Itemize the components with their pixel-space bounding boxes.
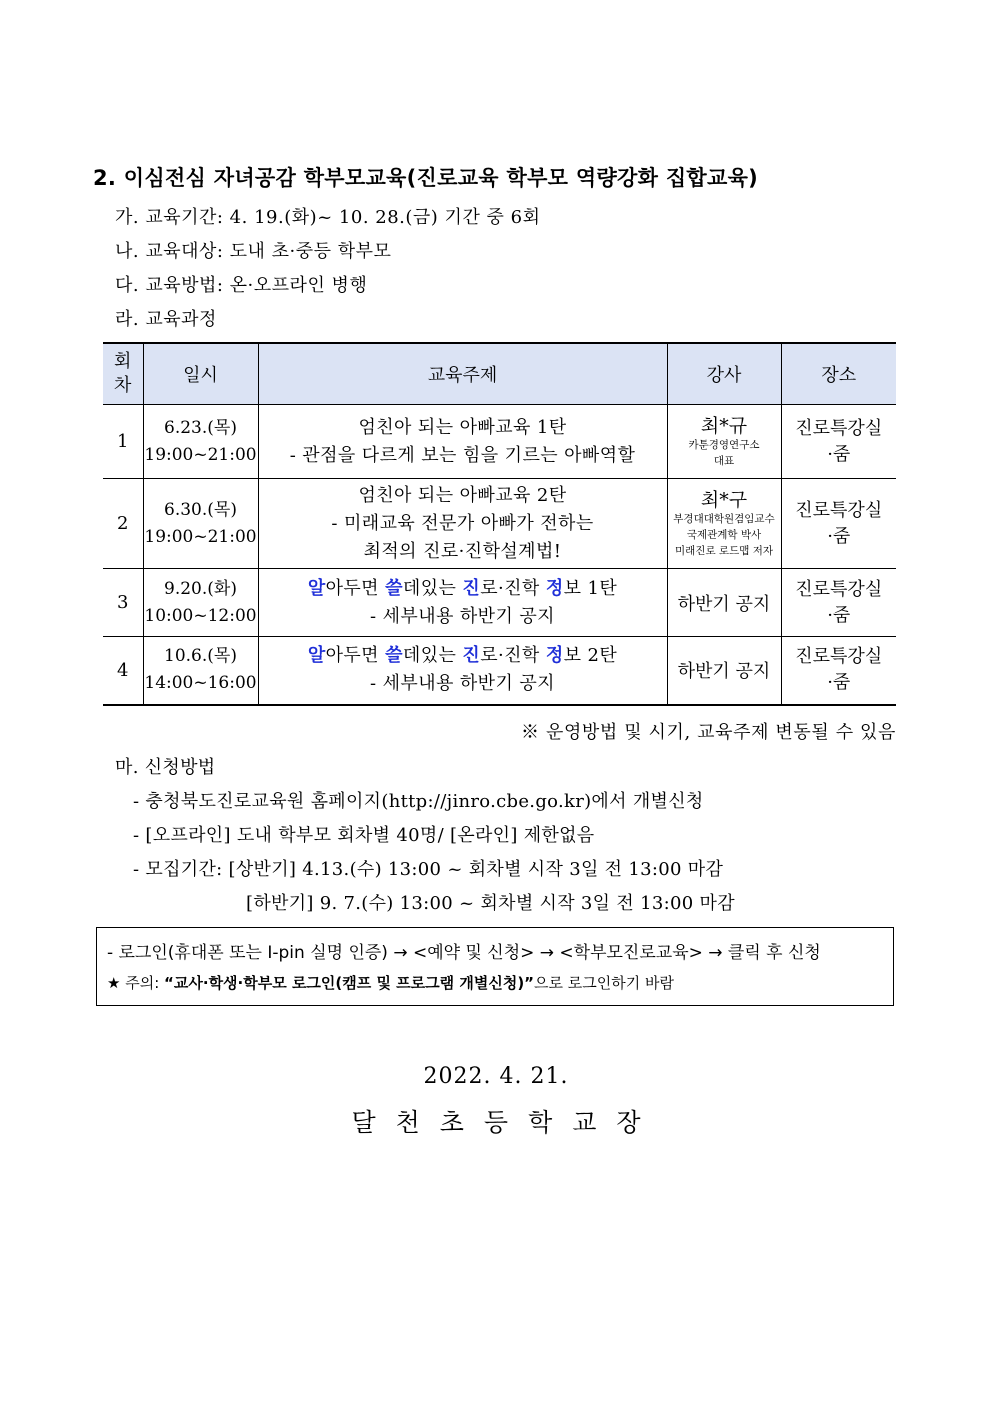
session-place: 진로특강실 ·줌 [781, 569, 896, 637]
header-instructor: 강사 [667, 343, 781, 405]
schedule-table [103, 342, 896, 706]
session-topic: 엄친아 되는 아빠교육 2탄 - 미래교육 전문가 아빠가 전하는 최적의 진로·진학설계법! [258, 479, 667, 569]
round-number: 3 [103, 569, 143, 637]
session-date: 6.23.(목) 19:00~21:00 [143, 405, 258, 479]
session-instructor: 최*구 부경대대학원겸임교수 국제관계학 박사 미래진로 로드맵 저자 [667, 479, 781, 569]
apply-homepage: - 충청북도진로교육원 홈페이지(http://jinro.cbe.go.kr)에서 개별신청 [133, 791, 704, 812]
info-curriculum: 라. 교육과정 [115, 309, 217, 330]
session-date: 10.6.(목) 14:00~16:00 [143, 637, 258, 705]
login-caution: ★ 주의: “교사·학생·학부모 로그인(캠프 및 프로그램 개별신청)”으로 로그인하기 바람 [107, 974, 674, 992]
table-row [103, 479, 896, 569]
session-topic: 알아두면 쓸데있는 진로·진학 정보 1탄 - 세부내용 하반기 공지 [258, 569, 667, 637]
document-date: 2022. 4. 21. [423, 1064, 569, 1089]
apply-period-first: - 모집기간: [상반기] 4.13.(수) 13:00 ~ 회차별 시작 3일 전 13:00 마감 [133, 859, 724, 880]
table-row [103, 637, 896, 705]
header-date: 일시 [143, 343, 258, 405]
round-number: 4 [103, 637, 143, 705]
header-round: 회 차 [103, 343, 143, 405]
session-date: 6.30.(목) 19:00~21:00 [143, 479, 258, 569]
login-steps: - 로그인(휴대폰 또는 I-pin 실명 인증) → <예약 및 신청> → <학부모진로교육> → 클릭 후 신청 [107, 943, 821, 963]
session-date: 9.20.(화) 10:00~12:00 [143, 569, 258, 637]
session-topic: 엄친아 되는 아빠교육 1탄 - 관점을 다르게 보는 힘을 기르는 아빠역할 [258, 405, 667, 479]
info-method: 다. 교육방법: 온·오프라인 병행 [115, 275, 368, 296]
info-period: 가. 교육기간: 4. 19.(화)~ 10. 28.(금) 기간 중 6회 [115, 207, 541, 228]
session-instructor: 하반기 공지 [667, 569, 781, 637]
apply-title: 마. 신청방법 [115, 757, 216, 778]
info-target: 나. 교육대상: 도내 초·중등 학부모 [115, 241, 392, 262]
round-number: 2 [103, 479, 143, 569]
login-notice-box [96, 927, 894, 1006]
school-signature: 달천초등학교장 [351, 1108, 661, 1137]
table-row [103, 405, 896, 479]
session-place: 진로특강실 ·줌 [781, 637, 896, 705]
session-place: 진로특강실 ·줌 [781, 479, 896, 569]
apply-capacity: - [오프라인] 도내 학부모 회차별 40명/ [온라인] 제한없음 [133, 825, 595, 846]
round-number: 1 [103, 405, 143, 479]
change-notice: ※ 운영방법 및 시기, 교육주제 변동될 수 있음 [521, 722, 896, 743]
session-instructor: 하반기 공지 [667, 637, 781, 705]
section-title: 2. 이심전심 자녀공감 학부모교육(진로교육 학부모 역량강화 집합교육) [93, 166, 759, 190]
table-header-row [103, 343, 896, 405]
header-topic: 교육주제 [258, 343, 667, 405]
header-place: 장소 [781, 343, 896, 405]
session-place: 진로특강실 ·줌 [781, 405, 896, 479]
apply-period-second: [하반기] 9. 7.(수) 13:00 ~ 회차별 시작 3일 전 13:00 마감 [246, 893, 735, 914]
session-topic: 알아두면 쓸데있는 진로·진학 정보 2탄 - 세부내용 하반기 공지 [258, 637, 667, 705]
session-instructor: 최*규 카툰경영연구소 대표 [667, 405, 781, 479]
table-row [103, 569, 896, 637]
